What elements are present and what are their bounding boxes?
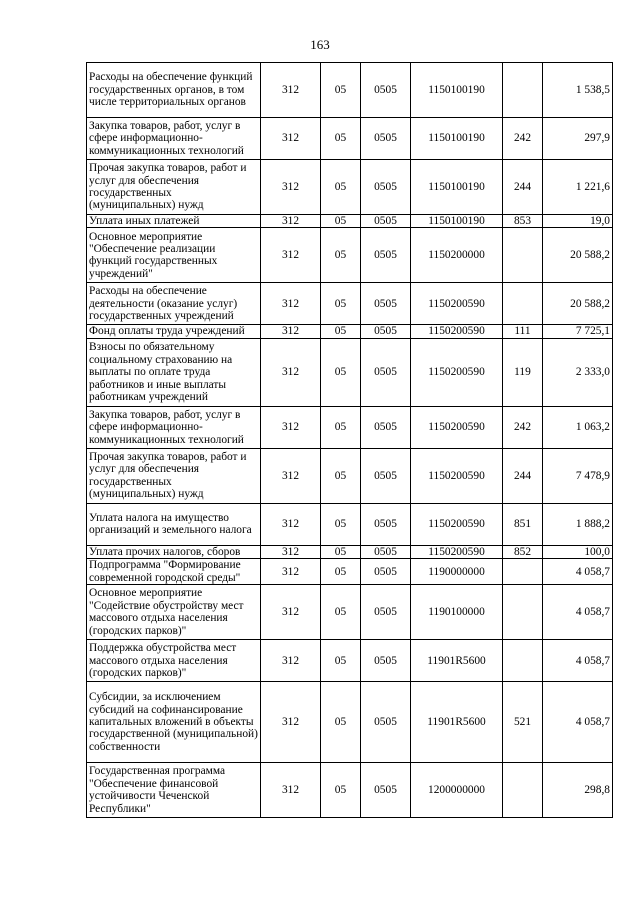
ministry-code-cell: 312	[261, 160, 321, 215]
table-row	[87, 682, 613, 763]
section-code-cell: 05	[321, 118, 361, 160]
item-name-cell: Уплата иных платежей	[87, 215, 261, 228]
ministry-code-cell: 312	[261, 338, 321, 406]
expense-type-code-cell: 244	[503, 448, 543, 503]
amount-cell: 4 058,7	[543, 640, 613, 682]
section-code-cell: 05	[321, 338, 361, 406]
section-code-cell: 05	[321, 585, 361, 640]
section-code-cell: 05	[321, 160, 361, 215]
expense-type-code-cell: 119	[503, 338, 543, 406]
target-article-code-cell: 1150100190	[411, 63, 503, 118]
expense-type-code-cell	[503, 228, 543, 283]
item-name-cell: Субсидии, за исключением субсидий на софинансирование капитальных вложений в объекты государственной (муниципальной) собственности	[87, 682, 261, 763]
item-name-cell: Уплата налога на имущество организаций и земельного налога	[87, 503, 261, 545]
expense-type-code-cell: 244	[503, 160, 543, 215]
amount-cell: 20 588,2	[543, 228, 613, 283]
item-name-cell: Поддержка обустройства мест массового отдыха населения (городских парков)"	[87, 640, 261, 682]
amount-cell: 298,8	[543, 763, 613, 818]
expense-type-code-cell	[503, 559, 543, 585]
expense-type-code-cell: 242	[503, 118, 543, 160]
item-name-cell: Расходы на обеспечение деятельности (оказание услуг) государственных учреждений	[87, 283, 261, 325]
section-code-cell: 05	[321, 325, 361, 338]
table-row	[87, 640, 613, 682]
target-article-code-cell: 1190000000	[411, 559, 503, 585]
expense-type-code-cell: 521	[503, 682, 543, 763]
ministry-code-cell: 312	[261, 406, 321, 448]
expense-type-code-cell	[503, 640, 543, 682]
amount-cell: 1 888,2	[543, 503, 613, 545]
item-name-cell: Прочая закупка товаров, работ и услуг для обеспечения государственных (муниципальных) нужд	[87, 160, 261, 215]
subsection-code-cell: 0505	[361, 448, 411, 503]
table-row	[87, 503, 613, 545]
target-article-code-cell: 1150100190	[411, 118, 503, 160]
section-code-cell: 05	[321, 503, 361, 545]
table-row	[87, 545, 613, 558]
section-code-cell: 05	[321, 640, 361, 682]
ministry-code-cell: 312	[261, 763, 321, 818]
amount-cell: 20 588,2	[543, 283, 613, 325]
ministry-code-cell: 312	[261, 118, 321, 160]
amount-cell: 297,9	[543, 118, 613, 160]
section-code-cell: 05	[321, 228, 361, 283]
amount-cell: 4 058,7	[543, 559, 613, 585]
ministry-code-cell: 312	[261, 448, 321, 503]
item-name-cell: Уплата прочих налогов, сборов	[87, 545, 261, 558]
subsection-code-cell: 0505	[361, 228, 411, 283]
section-code-cell: 05	[321, 283, 361, 325]
expense-type-code-cell: 851	[503, 503, 543, 545]
amount-cell: 1 538,5	[543, 63, 613, 118]
section-code-cell: 05	[321, 448, 361, 503]
section-code-cell: 05	[321, 63, 361, 118]
table-row	[87, 63, 613, 118]
table-row	[87, 559, 613, 585]
expense-type-code-cell	[503, 585, 543, 640]
subsection-code-cell: 0505	[361, 503, 411, 545]
table-row	[87, 325, 613, 338]
amount-cell: 7 478,9	[543, 448, 613, 503]
subsection-code-cell: 0505	[361, 160, 411, 215]
section-code-cell: 05	[321, 406, 361, 448]
subsection-code-cell: 0505	[361, 640, 411, 682]
subsection-code-cell: 0505	[361, 585, 411, 640]
target-article-code-cell: 1150200590	[411, 448, 503, 503]
table-row	[87, 585, 613, 640]
target-article-code-cell: 1150200590	[411, 325, 503, 338]
amount-cell: 2 333,0	[543, 338, 613, 406]
table-row	[87, 228, 613, 283]
item-name-cell: Подпрограмма "Формирование современной городской среды"	[87, 559, 261, 585]
target-article-code-cell: 11901R5600	[411, 682, 503, 763]
item-name-cell: Закупка товаров, работ, услуг в сфере информационно-коммуникационных технологий	[87, 118, 261, 160]
subsection-code-cell: 0505	[361, 406, 411, 448]
target-article-code-cell: 1200000000	[411, 763, 503, 818]
table-row	[87, 338, 613, 406]
subsection-code-cell: 0505	[361, 682, 411, 763]
amount-cell: 19,0	[543, 215, 613, 228]
section-code-cell: 05	[321, 763, 361, 818]
section-code-cell: 05	[321, 682, 361, 763]
ministry-code-cell: 312	[261, 215, 321, 228]
ministry-code-cell: 312	[261, 545, 321, 558]
target-article-code-cell: 1150200590	[411, 406, 503, 448]
page-number: 163	[310, 37, 330, 52]
ministry-code-cell: 312	[261, 640, 321, 682]
subsection-code-cell: 0505	[361, 763, 411, 818]
table-row	[87, 283, 613, 325]
table-row	[87, 215, 613, 228]
ministry-code-cell: 312	[261, 63, 321, 118]
expense-type-code-cell: 111	[503, 325, 543, 338]
item-name-cell: Основное мероприятие "Обеспечение реализации функций государственных учреждений"	[87, 228, 261, 283]
expense-type-code-cell	[503, 763, 543, 818]
item-name-cell: Расходы на обеспечение функций государственных органов, в том числе территориальных органов	[87, 63, 261, 118]
table-row	[87, 406, 613, 448]
section-code-cell: 05	[321, 545, 361, 558]
ministry-code-cell: 312	[261, 283, 321, 325]
table-row	[87, 118, 613, 160]
target-article-code-cell: 1150100190	[411, 160, 503, 215]
ministry-code-cell: 312	[261, 585, 321, 640]
table-row	[87, 763, 613, 818]
subsection-code-cell: 0505	[361, 325, 411, 338]
target-article-code-cell: 1150200590	[411, 545, 503, 558]
target-article-code-cell: 1150200590	[411, 338, 503, 406]
ministry-code-cell: 312	[261, 682, 321, 763]
item-name-cell: Основное мероприятие "Содействие обустройству мест массового отдыха населения (городских парков)"	[87, 585, 261, 640]
subsection-code-cell: 0505	[361, 63, 411, 118]
target-article-code-cell: 1190100000	[411, 585, 503, 640]
amount-cell: 1 221,6	[543, 160, 613, 215]
item-name-cell: Фонд оплаты труда учреждений	[87, 325, 261, 338]
table-row	[87, 448, 613, 503]
amount-cell: 4 058,7	[543, 682, 613, 763]
table-row	[87, 160, 613, 215]
amount-cell: 100,0	[543, 545, 613, 558]
target-article-code-cell: 1150200590	[411, 503, 503, 545]
ministry-code-cell: 312	[261, 228, 321, 283]
expense-type-code-cell: 242	[503, 406, 543, 448]
ministry-code-cell: 312	[261, 503, 321, 545]
subsection-code-cell: 0505	[361, 559, 411, 585]
subsection-code-cell: 0505	[361, 545, 411, 558]
expense-type-code-cell: 853	[503, 215, 543, 228]
section-code-cell: 05	[321, 559, 361, 585]
subsection-code-cell: 0505	[361, 283, 411, 325]
ministry-code-cell: 312	[261, 559, 321, 585]
target-article-code-cell: 11901R5600	[411, 640, 503, 682]
ministry-code-cell: 312	[261, 325, 321, 338]
amount-cell: 7 725,1	[543, 325, 613, 338]
subsection-code-cell: 0505	[361, 338, 411, 406]
target-article-code-cell: 1150100190	[411, 215, 503, 228]
target-article-code-cell: 1150200000	[411, 228, 503, 283]
expense-type-code-cell	[503, 63, 543, 118]
expense-type-code-cell: 852	[503, 545, 543, 558]
section-code-cell: 05	[321, 215, 361, 228]
subsection-code-cell: 0505	[361, 118, 411, 160]
target-article-code-cell: 1150200590	[411, 283, 503, 325]
amount-cell: 4 058,7	[543, 585, 613, 640]
item-name-cell: Прочая закупка товаров, работ и услуг для обеспечения государственных (муниципальных) нужд	[87, 448, 261, 503]
item-name-cell: Закупка товаров, работ, услуг в сфере информационно-коммуникационных технологий	[87, 406, 261, 448]
subsection-code-cell: 0505	[361, 215, 411, 228]
item-name-cell: Взносы по обязательному социальному страхованию на выплаты по оплате труда работников и иные выплаты работникам учреждений	[87, 338, 261, 406]
item-name-cell: Государственная программа "Обеспечение финансовой устойчивости Чеченской Республики"	[87, 763, 261, 818]
expense-type-code-cell	[503, 283, 543, 325]
amount-cell: 1 063,2	[543, 406, 613, 448]
table-body	[87, 63, 613, 818]
budget-table	[86, 62, 613, 818]
